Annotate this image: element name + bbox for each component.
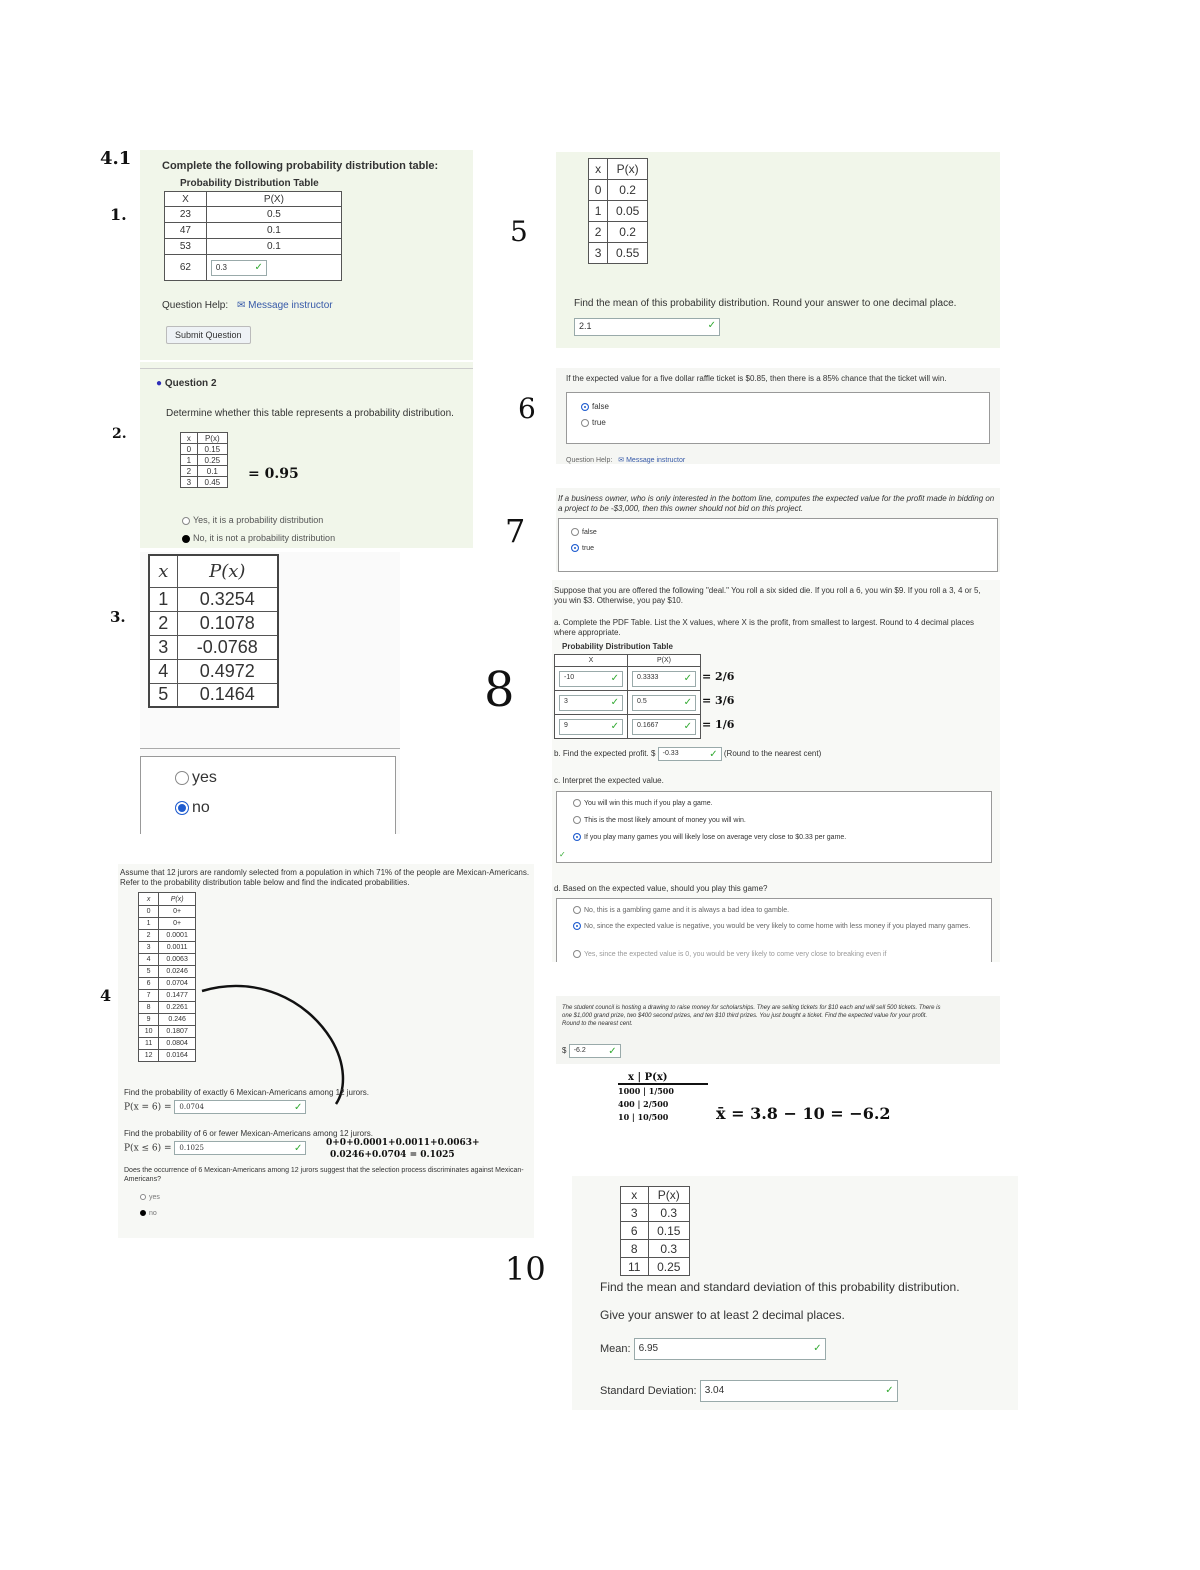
cell: 0 [139, 906, 159, 918]
check-icon: ✓ [559, 850, 566, 859]
cell: 0.1477 [159, 990, 196, 1002]
cell: 0 [181, 444, 198, 455]
hw-label-2: 2. [112, 426, 127, 442]
table-row [181, 455, 228, 466]
table-row [555, 667, 701, 691]
cell: 1 [149, 587, 177, 611]
hw-q9-header: x | P(x) [618, 1072, 708, 1085]
q2-header-x: x [181, 433, 198, 444]
q10-sd-row [600, 1380, 898, 1402]
q7-option-true-label: true [582, 544, 595, 552]
question-10-panel [572, 1176, 1018, 1410]
table-row [139, 1038, 196, 1050]
q2-option-no-label: No, it is not a probability distribution [193, 533, 336, 543]
cell: 0.15 [197, 444, 227, 455]
cell: 2 [589, 222, 608, 243]
table-row [165, 223, 342, 239]
q3-option-no-label: no [192, 799, 210, 816]
q2-option-yes-label: Yes, it is a probability distribution [193, 515, 324, 525]
cell: 0.2 [608, 180, 648, 201]
hw-frac-3: = 1/6 [702, 718, 735, 731]
q1-help-row [162, 300, 333, 311]
question-6-panel [556, 368, 1000, 464]
check-icon: ✓ [294, 1102, 303, 1113]
q9-answer-input[interactable] [569, 1044, 621, 1058]
mail-icon: ✉ [236, 300, 246, 311]
question-9-panel [556, 996, 1000, 1064]
cell: 0.3 [648, 1204, 689, 1222]
cell: -0.0768 [177, 635, 278, 659]
q1-answer-input[interactable] [211, 260, 267, 276]
cell: 0.0804 [159, 1038, 196, 1050]
check-icon: ✓ [709, 749, 718, 760]
table-row [149, 683, 278, 707]
cell: 3 [589, 243, 608, 264]
radio-icon [573, 816, 581, 824]
q6-option-true-label: true [592, 418, 606, 427]
q4-part-b-row [124, 1141, 306, 1155]
table-row [181, 477, 228, 488]
hw-sum-line-1: 0+0+0.0001+0.0011+0.0063+ [326, 1138, 480, 1148]
cell: 5 [149, 683, 177, 707]
q8-d-option-label: Yes, since the expected value is 0, you would be very likely to come very close to breaking even if [584, 950, 887, 958]
q5-answer-input[interactable] [574, 318, 720, 336]
q8-x-value: -10 [564, 673, 575, 681]
q7-prompt: If a business owner, who is only interested in the bottom line, computes the expected value for the profit made in bidding on a project to be -$3,000, then this owner should not bid on this project. [558, 494, 995, 513]
q8-x-input[interactable] [559, 695, 623, 711]
q8-part-b-value: -0.33 [662, 750, 679, 757]
q8-part-a: a. Complete the PDF Table. List the X values, where X is the profit, from smallest to largest. Round to 4 decimal places where appropriate. [554, 618, 975, 637]
cell: 6 [621, 1222, 649, 1240]
cell: 8 [621, 1240, 649, 1258]
hw-label-4: 4 [100, 986, 112, 1005]
radio-icon [571, 528, 579, 536]
table-row [621, 1258, 690, 1276]
q1-table-title: Probability Distribution Table [180, 178, 319, 189]
q8-part-d: d. Based on the expected value, should you play this game? [554, 884, 768, 893]
q3-options-box [140, 756, 396, 834]
table-row [621, 1204, 690, 1222]
cell: 10 [139, 1026, 159, 1038]
q8-d-option[interactable] [573, 906, 789, 914]
q4-option-yes[interactable] [140, 1194, 160, 1201]
q8-c-option[interactable] [573, 799, 713, 807]
cell: 3 [181, 477, 198, 488]
q10-mean-row [600, 1338, 826, 1360]
q10-mean-value: 6.95 [638, 1343, 659, 1354]
radio-icon [182, 517, 190, 525]
q4-part-c-prompt: Does the occurrence of 6 Mexican-Americans among 12 jurors suggest that the selection process discriminates against Mexican-Americans? [124, 1167, 524, 1183]
cell: 0.0246 [159, 966, 196, 978]
q1-header-px: P(X) [206, 192, 341, 207]
q4-header-x: x [139, 893, 159, 906]
check-icon: ✓ [610, 720, 619, 732]
q8-x-input[interactable] [559, 719, 623, 735]
q4-option-no-label: no [149, 1210, 157, 1217]
check-icon: ✓ [610, 672, 619, 684]
q2-option-no[interactable] [182, 533, 335, 543]
q6-options-box [566, 392, 990, 444]
table-row [165, 207, 342, 223]
hw-sum: = 0.95 [248, 466, 299, 482]
table-row [139, 990, 196, 1002]
q10-prompt-2: Give your answer to at least 2 decimal places. [600, 1308, 845, 1322]
q5-header-x: x [589, 159, 608, 180]
cell: 0.1807 [159, 1026, 196, 1038]
table-row [589, 201, 648, 222]
check-icon: ✓ [683, 720, 692, 732]
cell: 4 [139, 954, 159, 966]
message-instructor-link[interactable]: Message instructor [626, 457, 686, 464]
q8-d-option[interactable] [573, 950, 886, 958]
q8-c-option-label: You will win this much if you play a game. [584, 799, 713, 807]
q9-answer-value: -6.2 [573, 1047, 586, 1054]
check-icon: ✓ [610, 696, 619, 708]
check-icon: ✓ [707, 320, 716, 331]
q2-heading [156, 378, 217, 389]
q8-part-b-row [554, 747, 821, 761]
q4-part-b-prompt: Find the probability of 6 or fewer Mexican-Americans among 12 jurors. [124, 1129, 373, 1138]
cell: 0.4972 [177, 659, 278, 683]
table-row [139, 954, 196, 966]
q6-option-true[interactable] [581, 418, 606, 427]
cell: 11 [621, 1258, 649, 1276]
cell: 9 [139, 1014, 159, 1026]
question-5-panel [556, 152, 1000, 348]
q4-part-a-prompt: Find the probability of exactly 6 Mexican-Americans among 12 jurors. [124, 1088, 369, 1097]
q8-header-x: X [555, 655, 628, 667]
message-instructor-link[interactable]: Message instructor [248, 300, 333, 311]
hw-label-6: 6 [518, 392, 536, 425]
q8-d-option-label: No, since the expected value is negative, you would be very likely to come home with less money if you played many games. [584, 923, 971, 930]
q4-option-no[interactable] [140, 1210, 157, 1217]
cell: 0.0164 [159, 1050, 196, 1062]
q8-c-option[interactable] [573, 833, 846, 841]
q8-d-option-label: No, this is a gambling game and it is always a bad idea to gamble. [584, 906, 790, 914]
cell: 0.1078 [177, 611, 278, 635]
cell: 0.3254 [177, 587, 278, 611]
radio-selected-icon [581, 403, 589, 411]
check-icon: ✓ [683, 672, 692, 684]
hw-label-4-1: 4.1 [100, 148, 132, 169]
q4-option-yes-label: yes [149, 1194, 160, 1201]
radio-selected-icon [573, 833, 581, 841]
q5-answer-value: 2.1 [579, 321, 592, 331]
q6-prompt: If the expected value for a five dollar raffle ticket is $0.85, then there is a 85% chance that the ticket will win. [566, 374, 947, 383]
q4-part-b-input[interactable] [174, 1141, 306, 1155]
radio-selected-icon [182, 535, 190, 543]
cell: 2 [149, 611, 177, 635]
q1-answer-value: 0.3 [215, 262, 227, 272]
hw-label-10: 10 [505, 1250, 546, 1288]
table-row [139, 918, 196, 930]
q7-options-box [558, 518, 998, 572]
q10-mean-label: Mean: [600, 1342, 631, 1355]
q10-mean-input[interactable] [634, 1338, 826, 1360]
cell: 0.15 [648, 1222, 689, 1240]
table-row [139, 942, 196, 954]
q4-part-a-expr: P(x = 6) = [124, 1102, 172, 1113]
hw-label-8: 8 [484, 662, 515, 718]
q9-dollar-sign: $ [562, 1046, 567, 1056]
radio-selected-icon [140, 1210, 146, 1216]
hw-q9-table [618, 1072, 708, 1124]
cell: 0+ [159, 918, 196, 930]
cell: 4 [149, 659, 177, 683]
check-icon: ✓ [683, 696, 692, 708]
question-8-panel [552, 580, 1000, 962]
cell: 3 [149, 635, 177, 659]
table-row [621, 1222, 690, 1240]
radio-selected-icon [573, 922, 581, 930]
table-row [621, 1240, 690, 1258]
table-row [149, 611, 278, 635]
q1-header-x: X [165, 192, 207, 207]
divider [140, 748, 400, 749]
question-7-panel [556, 488, 1000, 572]
cell: 0.0704 [159, 978, 196, 990]
q8-px-value: 0.1667 [637, 721, 659, 729]
table-row [139, 906, 196, 918]
table-row [555, 715, 701, 739]
cell: 8 [139, 1002, 159, 1014]
q5-answer-row [574, 318, 720, 336]
q1-prompt: Complete the following probability distribution table: [162, 160, 439, 172]
q8-px-input[interactable] [632, 671, 696, 687]
radio-icon [175, 771, 189, 785]
cell: 47 [165, 223, 207, 239]
cell: 11 [139, 1038, 159, 1050]
q2-table [180, 432, 228, 488]
question-1-panel [140, 150, 473, 360]
cell: 0.0001 [159, 930, 196, 942]
question-2-panel [140, 362, 473, 548]
q7-option-false-label: false [582, 528, 597, 536]
q4-header-px: P(x) [159, 893, 196, 906]
cell: 0.0011 [159, 942, 196, 954]
table-row [149, 659, 278, 683]
q6-help-row [566, 456, 685, 464]
radio-selected-icon [571, 544, 579, 552]
cell: 2 [139, 930, 159, 942]
q8-table [554, 654, 701, 739]
q2-header-px: P(x) [197, 433, 227, 444]
q10-sd-input[interactable] [700, 1380, 898, 1402]
submit-question-button[interactable]: Submit Question [166, 326, 251, 344]
q10-header-px: P(x) [648, 1187, 689, 1204]
hw-label-7: 7 [505, 512, 526, 550]
radio-selected-icon [175, 801, 189, 815]
q1-table [164, 191, 342, 281]
table-row [139, 966, 196, 978]
cell: 12 [139, 1050, 159, 1062]
table-row [149, 587, 278, 611]
radio-icon [140, 1194, 146, 1200]
hw-frac-1: = 2/6 [702, 670, 735, 683]
q3-option-no[interactable] [175, 799, 210, 817]
check-icon: ✓ [294, 1143, 303, 1154]
q8-part-d-box [556, 898, 992, 962]
question-4-panel [118, 864, 534, 1238]
hw-label-3: 3. [110, 608, 126, 626]
cell: 3 [139, 942, 159, 954]
q8-px-input[interactable] [632, 719, 696, 735]
cell: 2 [181, 466, 198, 477]
q10-table [620, 1186, 690, 1276]
table-row [139, 1026, 196, 1038]
cell: 0.1 [206, 223, 341, 239]
q4-table [138, 892, 196, 1062]
q3-header-x: x [149, 555, 177, 587]
q4-prompt: Assume that 12 jurors are randomly selected from a population in which 71% of the people are Mexican-Americans. Refer to the probability distribution table below and find the indicated probabilities. [120, 868, 530, 887]
table-row [589, 180, 648, 201]
table-row [165, 255, 342, 281]
q8-px-value: 0.3333 [637, 673, 659, 681]
q5-table [588, 158, 648, 264]
table-row [589, 243, 648, 264]
q4-part-a-value: 0.0704 [179, 1103, 204, 1111]
cell: 0.5 [206, 207, 341, 223]
bullet-icon: ● [156, 378, 163, 389]
q8-part-b-suffix: (Round to the nearest cent) [723, 749, 822, 759]
table-row [139, 978, 196, 990]
help-label: Question Help: [162, 300, 229, 311]
radio-icon [573, 799, 581, 807]
cell: 0.2 [608, 222, 648, 243]
table-row [165, 239, 342, 255]
q9-prompt: The student council is hosting a drawing to raise money for scholarships. They are selling tickets for $10 each and will sell 500 tickets. There is one $1,000 grand prize, two $400 second prizes, and ten $10 third prizes. You just bought a ticket. Find the expected value for your profit. Round to the nearest cent. [562, 1005, 941, 1027]
cell: 23 [165, 207, 207, 223]
q4-part-b-expr: P(x ≤ 6) = [124, 1143, 172, 1154]
cell: 0.3 [648, 1240, 689, 1258]
table-row [139, 1002, 196, 1014]
check-icon: ✓ [813, 1343, 822, 1354]
cell: 7 [139, 990, 159, 1002]
q9-answer-row [562, 1044, 621, 1058]
q10-header-x: x [621, 1187, 649, 1204]
cell: 0 [589, 180, 608, 201]
q4-part-a-row [124, 1100, 306, 1114]
hw-frac-2: = 3/6 [702, 694, 735, 707]
q10-prompt: Find the mean and standard deviation of this probability distribution. [600, 1280, 960, 1294]
cell: 5 [139, 966, 159, 978]
q3-option-yes-label: yes [192, 769, 217, 786]
cell: 0.25 [197, 455, 227, 466]
q10-sd-value: 3.04 [704, 1385, 725, 1396]
cell: 1 [589, 201, 608, 222]
hw-sum-line-2: 0.0246+0.0704 = 0.1025 [330, 1150, 455, 1160]
check-icon: ✓ [885, 1385, 894, 1396]
hw-q9-row: 1000 | 1/500 [618, 1086, 674, 1096]
table-row [181, 466, 228, 477]
table-row [149, 635, 278, 659]
q8-c-option-label: This is the most likely amount of money you will win. [584, 816, 746, 824]
cell: 0.05 [608, 201, 648, 222]
q3-table [148, 554, 279, 708]
divider [140, 368, 473, 369]
cell: 1 [181, 455, 198, 466]
cell: 62 [165, 255, 207, 281]
cell: 0.1 [206, 239, 341, 255]
radio-icon [573, 906, 581, 914]
q2-option-yes[interactable] [182, 515, 323, 525]
q8-c-option[interactable] [573, 816, 746, 824]
table-row [139, 930, 196, 942]
q6-option-false-label: false [592, 402, 609, 411]
q5-header-px: P(x) [608, 159, 648, 180]
check-icon: ✓ [254, 261, 263, 273]
q4-part-a-input[interactable] [174, 1100, 306, 1114]
q8-part-b-prefix: b. Find the expected profit. $ [554, 749, 656, 759]
cell: 0.2261 [159, 1002, 196, 1014]
q8-part-c-box [556, 791, 992, 863]
cell: 0.25 [648, 1258, 689, 1276]
radio-icon [581, 419, 589, 427]
table-row [555, 691, 701, 715]
question-3-panel [140, 552, 400, 834]
q8-d-option[interactable] [573, 922, 987, 931]
hw-label-5: 5 [510, 215, 528, 248]
table-row [139, 1014, 196, 1026]
q3-header-px: P(x) [177, 555, 278, 587]
table-row [181, 444, 228, 455]
q8-px-value: 0.5 [637, 697, 647, 705]
q2-prompt: Determine whether this table represents a probability distribution. [166, 408, 454, 419]
cell: 6 [139, 978, 159, 990]
q6-option-false[interactable] [581, 402, 609, 411]
q8-table-title: Probability Distribution Table [562, 642, 673, 651]
help-label: Question Help: [566, 457, 613, 464]
q8-x-input[interactable] [559, 671, 623, 687]
q8-x-value: 9 [564, 721, 568, 729]
cell: 0.1464 [177, 683, 278, 707]
cell: 1 [139, 918, 159, 930]
q4-part-b-value: 0.1025 [179, 1144, 204, 1152]
check-icon: ✓ [608, 1046, 617, 1057]
hw-q9-formula: x̄ = 3.8 − 10 = −6.2 [716, 1104, 891, 1123]
q8-c-option-label: If you play many games you will likely lose on average very close to $0.33 per game. [584, 833, 847, 841]
q7-option-false[interactable] [571, 528, 597, 536]
radio-icon [573, 950, 581, 958]
mail-icon: ✉ [618, 457, 625, 464]
table-row [589, 222, 648, 243]
cell: 0+ [159, 906, 196, 918]
hw-q9-row: 10 | 10/500 [618, 1112, 669, 1122]
cell: 53 [165, 239, 207, 255]
q5-prompt: Find the mean of this probability distribution. Round your answer to one decimal place. [574, 298, 957, 309]
cell: 0.0063 [159, 954, 196, 966]
q8-prompt: Suppose that you are offered the following "deal." You roll a six sided die. If you roll a 6, you win $9. If you roll a 3, 4 or 5, you win $3. Otherwise, you pay $10. [554, 586, 981, 605]
q10-sd-label: Standard Deviation: [600, 1384, 697, 1397]
q3-option-yes[interactable] [175, 769, 217, 787]
q8-part-b-input[interactable] [658, 747, 722, 761]
hw-label-1: 1. [110, 205, 127, 224]
hw-q9-row: 400 | 2/500 [618, 1099, 669, 1109]
cell: 0.246 [159, 1014, 196, 1026]
cell: 0.1 [197, 466, 227, 477]
q8-x-value: 3 [564, 697, 568, 705]
q7-option-true[interactable] [571, 544, 594, 552]
q2-heading-text: Question 2 [164, 378, 217, 389]
table-row [139, 1050, 196, 1062]
q8-px-input[interactable] [632, 695, 696, 711]
q8-header-px: P(X) [628, 655, 701, 667]
q8-part-c: c. Interpret the expected value. [554, 776, 664, 785]
cell: 0.45 [197, 477, 227, 488]
cell: 0.55 [608, 243, 648, 264]
cell: 3 [621, 1204, 649, 1222]
